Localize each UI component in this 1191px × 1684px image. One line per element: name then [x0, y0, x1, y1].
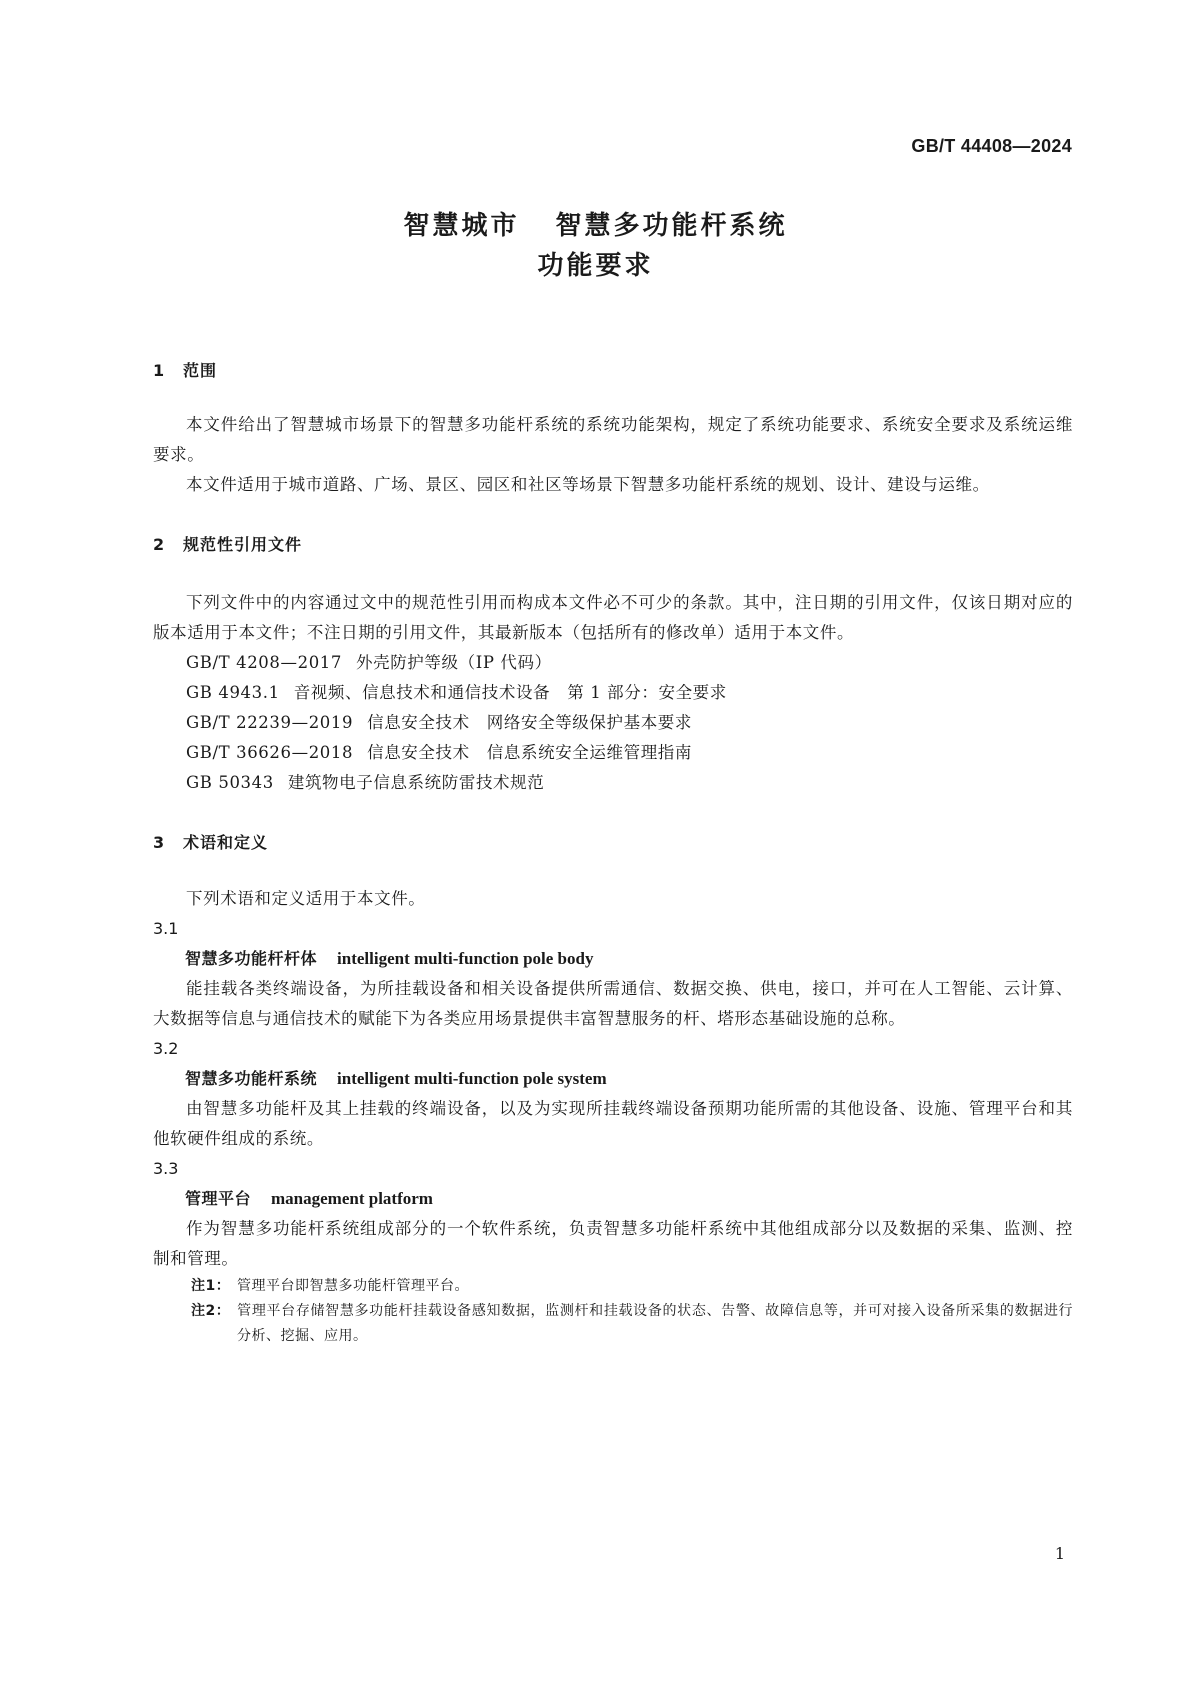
reference-title: 信息安全技术 网络安全等级保护基本要求: [367, 713, 693, 732]
section-title: 规范性引用文件: [183, 535, 303, 554]
title-part-1: 智慧城市: [403, 211, 520, 241]
section-title: 范围: [183, 361, 218, 380]
term-name-zh: 管理平台: [185, 1189, 252, 1208]
term-name: [153, 944, 1073, 974]
term-definition: 作为智慧多功能杆系统组成部分的一个软件系统，负责智慧多功能杆系统中其他组成部分以及数据的采集、监测、控制和管理。: [153, 1219, 1073, 1268]
reference-item: [153, 738, 1073, 768]
document-title: [0, 206, 1191, 286]
term-definition: 由智慧多功能杆及其上挂载的终端设备，以及为实现所挂载终端设备预期功能所需的其他设备、设施、管理平台和其他软硬件组成的系统。: [153, 1099, 1073, 1148]
reference-title: 建筑物电子信息系统防雷技术规范: [287, 773, 545, 792]
reference-item: [153, 708, 1073, 738]
section-number: 1: [153, 361, 166, 380]
term-name-en: intelligent multi-function pole body: [337, 949, 594, 968]
scope-paragraph-1: 本文件给出了智慧城市场景下的智慧多功能杆系统的系统功能架构，规定了系统功能要求、系统安全要求及系统运维要求。: [153, 415, 1073, 464]
title-line-1: [0, 206, 1191, 246]
term-name-zh: 智慧多功能杆系统: [185, 1069, 318, 1088]
reference-code: GB 4943.1: [186, 683, 280, 702]
section-number: 2: [153, 535, 166, 554]
note-label: 注2：: [191, 1303, 231, 1319]
term-name: [153, 1184, 1073, 1214]
term-name-en: management platform: [271, 1189, 433, 1208]
page-number: 1: [1054, 1544, 1065, 1563]
term-number: 3.2: [153, 1039, 179, 1058]
reference-item: [153, 678, 1073, 708]
reference-title: 外壳防护等级（IP 代码）: [356, 653, 552, 672]
references-intro: 下列文件中的内容通过文中的规范性引用而构成本文件必不可少的条款。其中，注日期的引用文件，仅该日期对应的版本适用于本文件；不注日期的引用文件，其最新版本（包括所有的修改单）适用于本文件。: [153, 593, 1073, 642]
term-name: [153, 1064, 1073, 1094]
note-text: 管理平台即智慧多功能杆管理平台。: [237, 1278, 469, 1294]
document-body: [153, 360, 1073, 1349]
section-2-heading: [153, 534, 1073, 556]
reference-item: [153, 768, 1073, 798]
reference-code: GB/T 36626—2018: [186, 743, 354, 762]
section-1-heading: [153, 360, 1073, 382]
reference-title: 信息安全技术 信息系统安全运维管理指南: [367, 743, 693, 762]
standard-number: GB/T 44408—2024: [911, 136, 1072, 156]
section-3-heading: [153, 832, 1073, 854]
title-part-2: 智慧多功能杆系统: [555, 211, 788, 241]
term-number: 3.1: [153, 919, 179, 938]
reference-code: GB/T 4208—2017: [186, 653, 342, 672]
section-number: 3: [153, 833, 166, 852]
term-name-zh: 智慧多功能杆杆体: [185, 949, 318, 968]
section-title: 术语和定义: [183, 833, 269, 852]
term-number: 3.3: [153, 1159, 179, 1178]
scope-paragraph-2: 本文件适用于城市道路、广场、景区、园区和社区等场景下智慧多功能杆系统的规划、设计、建设与运维。: [186, 475, 990, 494]
term-name-en: intelligent multi-function pole system: [337, 1069, 607, 1088]
note-text: 管理平台存储智慧多功能杆挂载设备感知数据，监测杆和挂载设备的状态、告警、故障信息等，并可对接入设备所采集的数据进行分析、挖掘、应用。: [237, 1303, 1073, 1344]
term-note: [163, 1274, 1073, 1299]
reference-item: [153, 648, 1073, 678]
reference-code: GB 50343: [186, 773, 274, 792]
terms-intro: 下列术语和定义适用于本文件。: [186, 889, 426, 908]
note-label: 注1：: [191, 1278, 231, 1294]
title-line-2: 功能要求: [537, 251, 654, 281]
term-definition: 能挂载各类终端设备，为所挂载设备和相关设备提供所需通信、数据交换、供电，接口，并可在人工智能、云计算、大数据等信息与通信技术的赋能下为各类应用场景提供丰富智慧服务的杆、塔形态基础设施的总称。: [153, 979, 1073, 1028]
term-note: [163, 1299, 1073, 1349]
reference-title: 音视频、信息技术和通信技术设备 第 1 部分：安全要求: [293, 683, 727, 702]
reference-code: GB/T 22239—2019: [186, 713, 354, 732]
